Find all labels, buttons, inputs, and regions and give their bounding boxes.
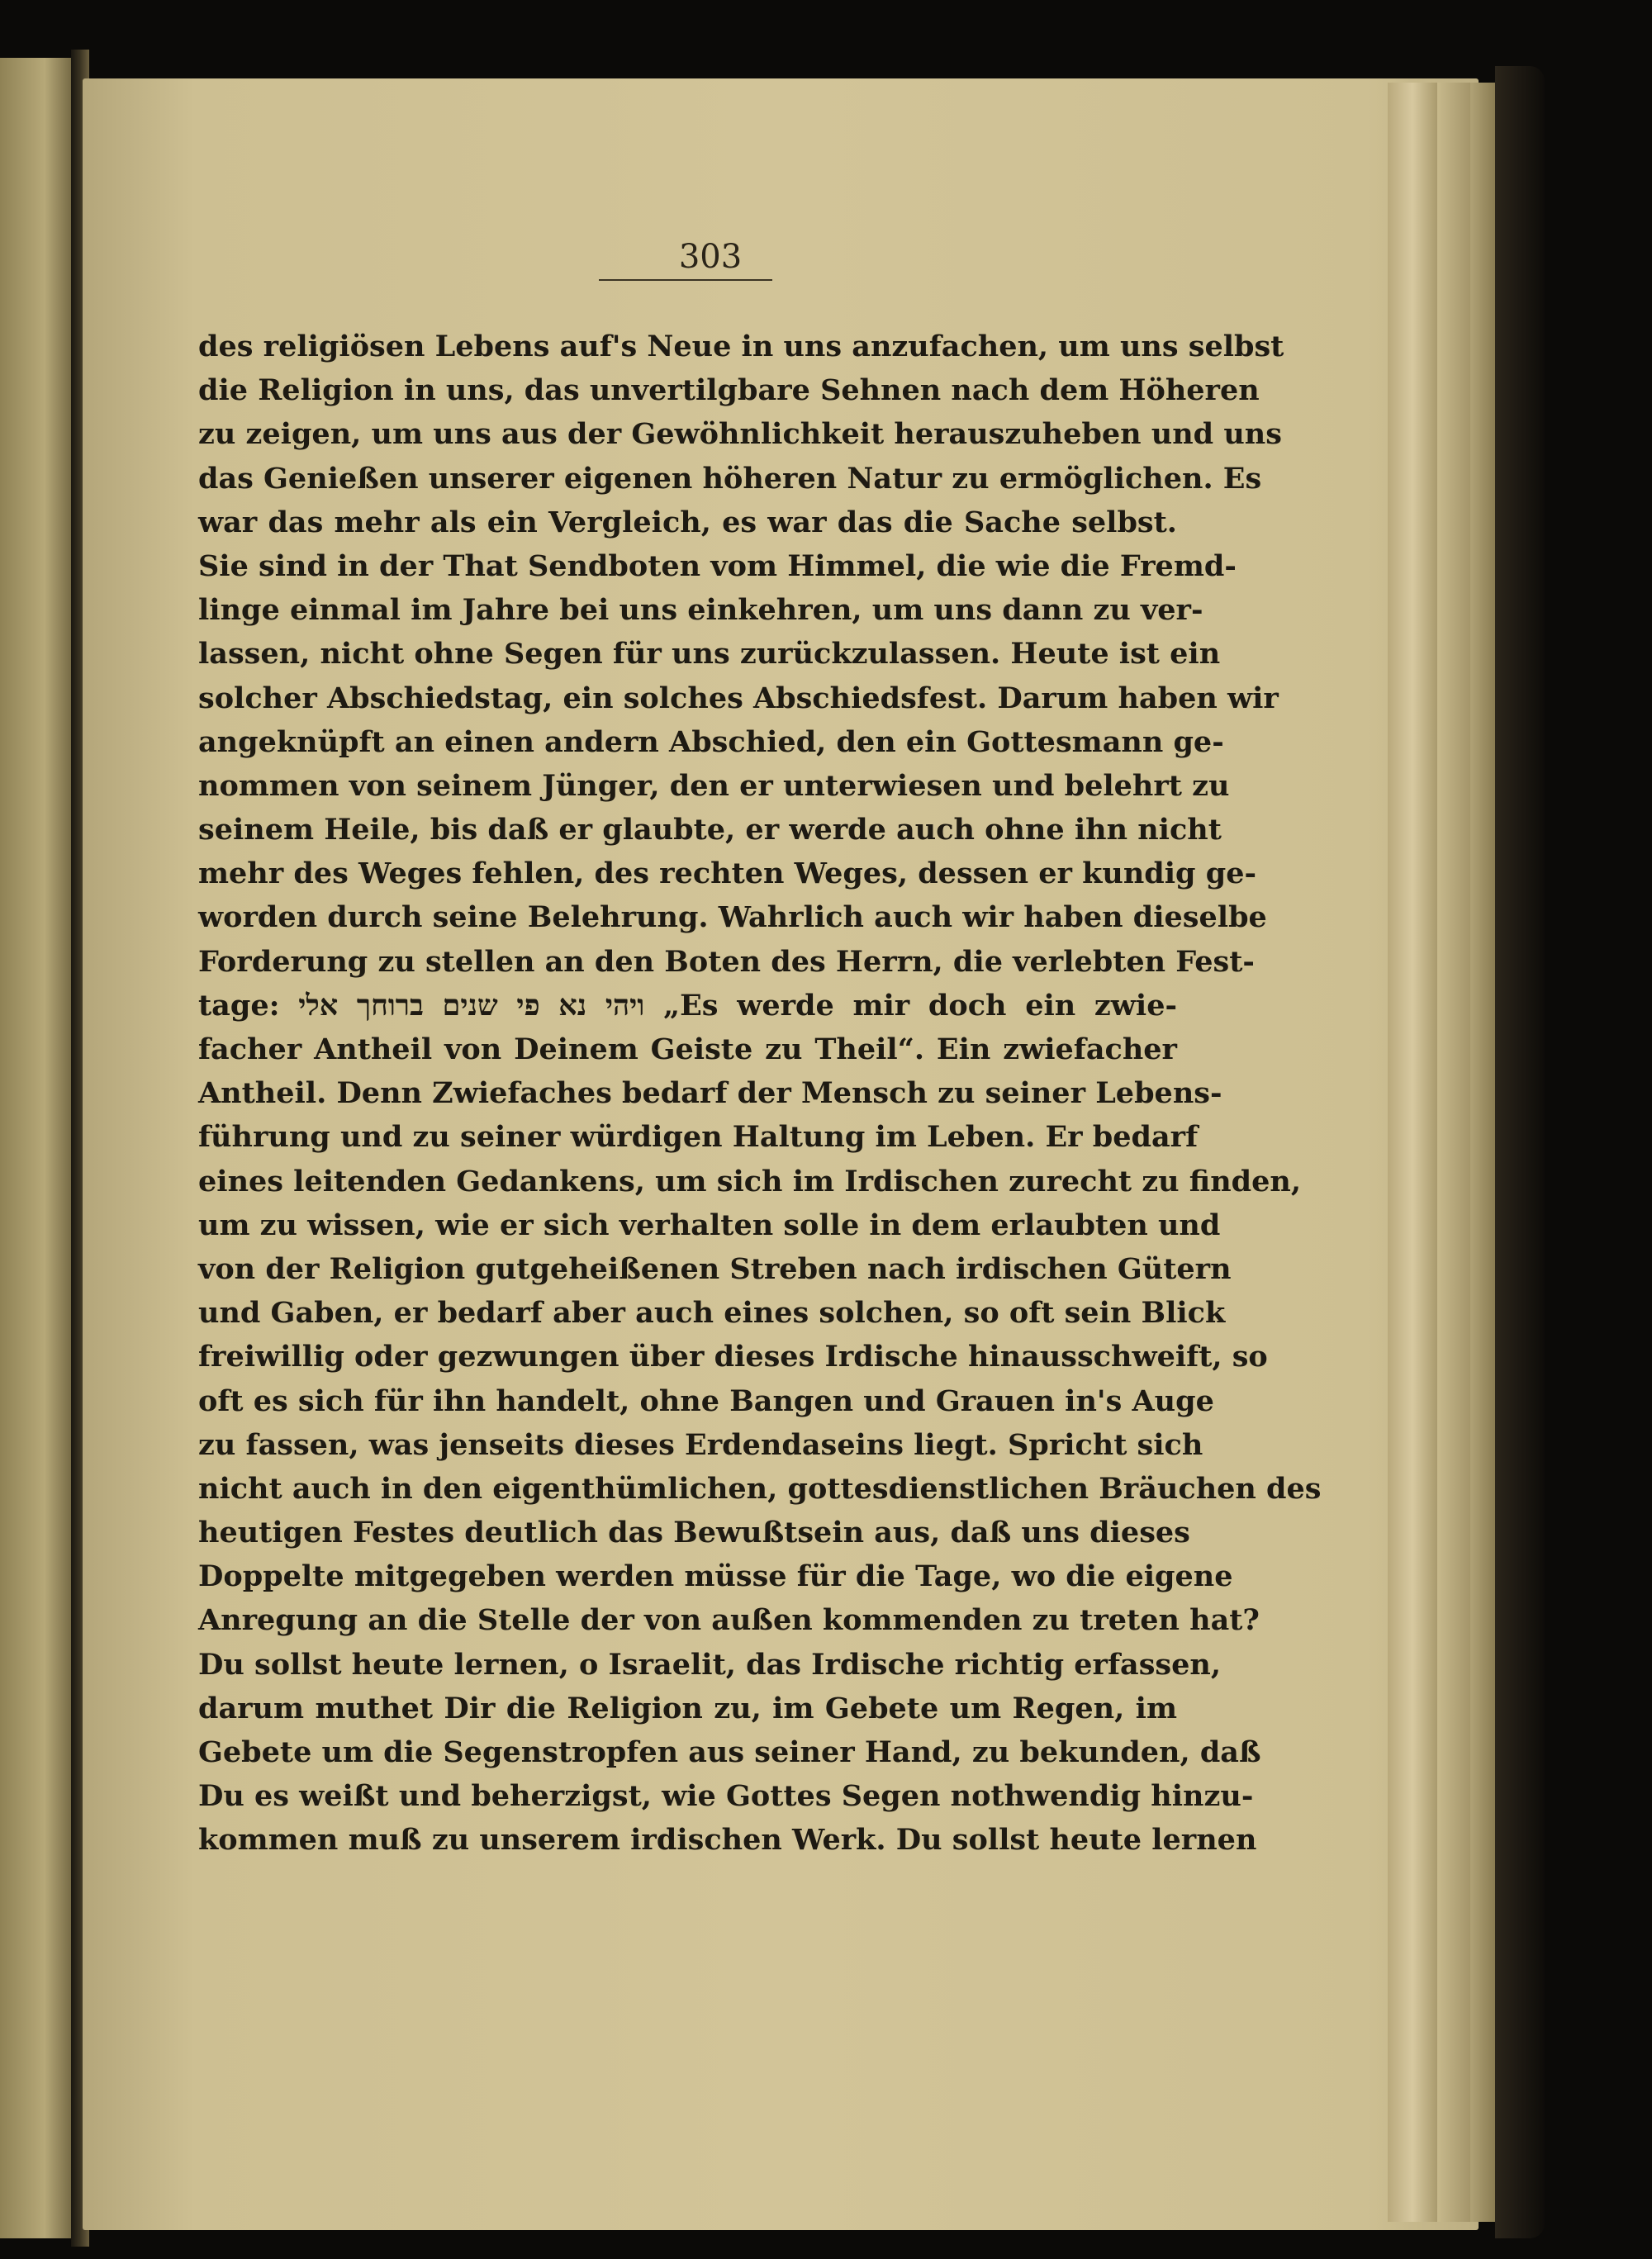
text-line: darum muthet Dir die Religion zu, im Gebete um Regen, im <box>198 1691 1177 1725</box>
left-page-edge <box>0 58 74 2238</box>
text-line: kommen muß zu unserem irdischen Werk. Du sollst heute lernen <box>198 1823 1257 1858</box>
text-line: linge einmal im Jahre bei uns einkehren, um uns dann zu ver- <box>198 593 1203 628</box>
text-line: facher Antheil von Deinem Geiste zu Theil“. Ein zwiefacher <box>198 1032 1177 1066</box>
text-line: das Genießen unserer eigenen höheren Natur zu ermöglichen. Es <box>198 461 1262 496</box>
text-line: Du es weißt und beherzigst, wie Gottes Segen nothwendig hinzu- <box>198 1779 1254 1814</box>
page-number: 303 <box>678 238 743 276</box>
text-line: eines leitenden Gedankens, um sich im Irdischen zurecht zu finden, <box>198 1164 1302 1198</box>
text-line: Gebete um die Segenstropfen aus seiner Hand, zu bekunden, daß <box>198 1735 1261 1769</box>
text-line: und Gaben, er bedarf aber auch eines solchen, so oft sein Blick <box>198 1296 1226 1331</box>
body-text <box>198 325 1322 1863</box>
text-line: seinem Heile, bis daß er glaubte, er werde auch ohne ihn nicht <box>198 813 1222 847</box>
page-stack-edge <box>1388 83 1437 2222</box>
header-rule <box>599 279 772 281</box>
text-line: Antheil. Denn Zwiefaches bedarf der Mensch zu seiner Lebens- <box>198 1076 1222 1111</box>
text-line: nicht auch in den eigenthümlichen, gottesdienstlichen Bräuchen des <box>198 1471 1322 1506</box>
text-line: mehr des Weges fehlen, des rechten Weges, dessen er kundig ge- <box>198 857 1256 891</box>
text-line: Du sollst heute lernen, o Israelit, das Irdische richtig erfassen, <box>198 1647 1222 1682</box>
text-line: führung und zu seiner würdigen Haltung im Leben. Er bedarf <box>198 1120 1199 1155</box>
text-line: freiwillig oder gezwungen über dieses Irdische hinausschweift, so <box>198 1340 1268 1374</box>
text-line: Forderung zu stellen an den Boten des Herrn, die verlebten Fest- <box>198 944 1255 979</box>
text-line: zu zeigen, um uns aus der Gewöhnlichkeit herauszuheben und uns <box>198 417 1282 452</box>
text-line: von der Religion gutgeheißenen Streben nach irdischen Gütern <box>198 1251 1232 1286</box>
text-line: Sie sind in der That Sendboten vom Himmel, die wie die Fremd- <box>198 548 1237 583</box>
text-line: tage: ויהי נא פי שנים ברוחך אלי „Es werde mir doch ein zwie- <box>198 988 1177 1023</box>
text-line: heutigen Festes deutlich das Bewußtsein aus, daß uns dieses <box>198 1516 1190 1550</box>
page-stack-edge <box>1437 83 1470 2222</box>
text-line: Anregung an die Stelle der von außen kommenden zu treten hat? <box>198 1603 1260 1638</box>
text-line: angeknüpft an einen andern Abschied, den ein Gottesmann ge- <box>198 724 1224 759</box>
text-line: die Religion in uns, das unvertilgbare Sehnen nach dem Höheren <box>198 373 1260 408</box>
book-cover-edge <box>1495 66 1545 2238</box>
text-line: Doppelte mitgegeben werden müsse für die Tage, wo die eigene <box>198 1559 1233 1594</box>
text-line: solcher Abschiedstag, ein solches Abschiedsfest. Darum haben wir <box>198 681 1279 715</box>
text-line: nommen von seinem Jünger, den er unterwiesen und belehrt zu <box>198 768 1230 803</box>
text-line: zu fassen, was jenseits dieses Erdendaseins liegt. Spricht sich <box>198 1427 1203 1462</box>
text-line: war das mehr als ein Vergleich, es war das die Sache selbst. <box>198 505 1177 539</box>
text-line: lassen, nicht ohne Segen für uns zurückzulassen. Heute ist ein <box>198 637 1221 672</box>
text-line: um zu wissen, wie er sich verhalten solle in dem erlaubten und <box>198 1208 1221 1242</box>
text-line: worden durch seine Belehrung. Wahrlich auch wir haben dieselbe <box>198 900 1267 935</box>
text-line: des religiösen Lebens auf's Neue in uns anzufachen, um uns selbst <box>198 330 1284 363</box>
text-line: oft es sich für ihn handelt, ohne Bangen und Grauen in's Auge <box>198 1383 1214 1418</box>
page-stack-edge <box>1470 83 1495 2222</box>
